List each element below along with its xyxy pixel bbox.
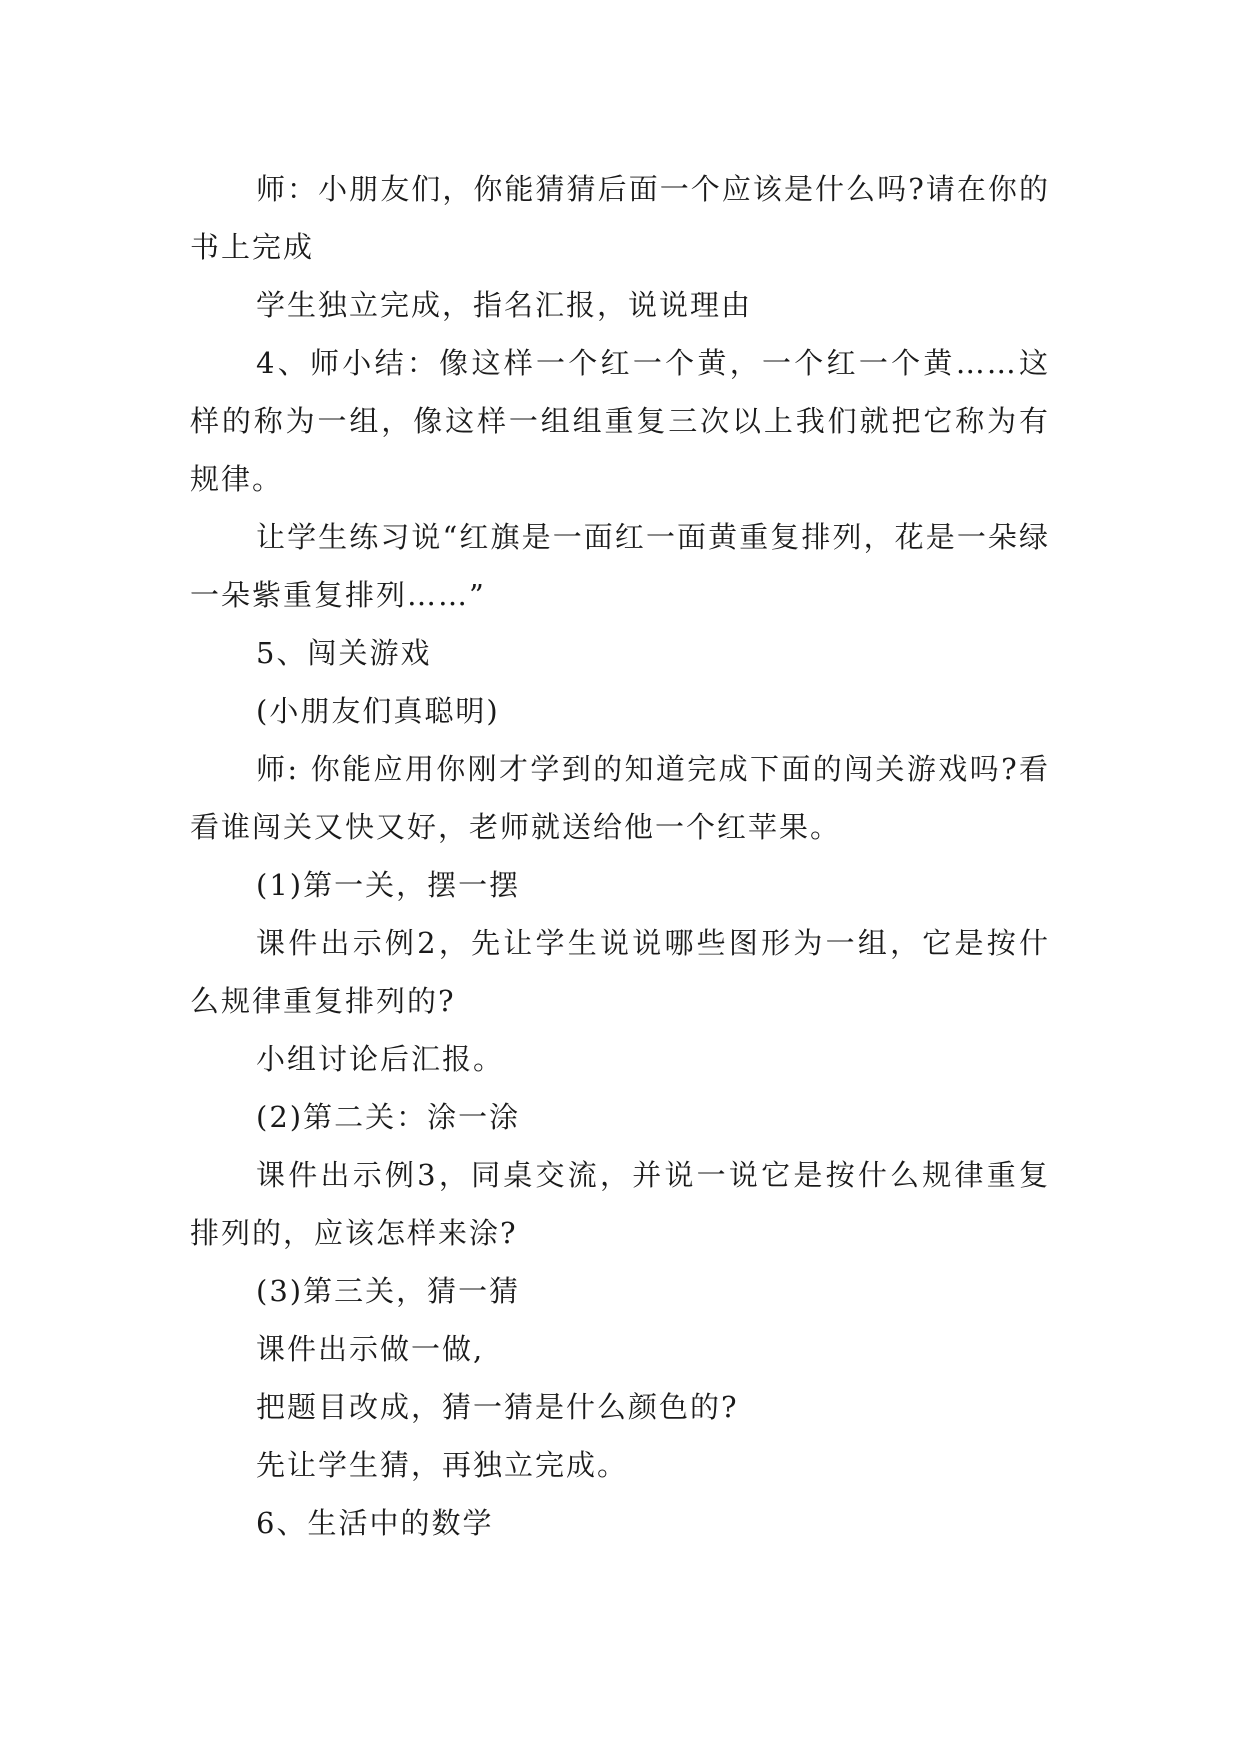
paragraph-praise: (小朋友们真聪明) (256, 694, 500, 728)
heading-math-in-life: 6、生活中的数学 (256, 1506, 494, 1540)
paragraph-students-report: 学生独立完成，指名汇报，说说理由 (256, 288, 753, 322)
paragraph-teacher-question: 师：小朋友们，你能猜猜后面一个应该是什么吗?请在你的书上完成 (190, 172, 1050, 264)
paragraph-guess-then-complete: 先让学生猜，再独立完成。 (256, 1448, 629, 1482)
heading-level-game: 5、闯关游戏 (256, 636, 432, 670)
heading-level-one: (1)第一关，摆一摆 (256, 868, 521, 902)
paragraph-example-3: 课件出示例3，同桌交流，并说一说它是按什么规律重复排列的，应该怎样来涂? (190, 1158, 1050, 1250)
document-body (190, 160, 1050, 1552)
paragraph-teacher-challenge: 师: 你能应用你刚才学到的知道完成下面的闯关游戏吗?看看谁闯关又快又好，老师就送给他一个红苹果。 (190, 752, 1050, 844)
paragraph-practice-speaking: 让学生练习说“红旗是一面红一面黄重复排列，花是一朵绿一朵紫重复排列……” (190, 520, 1050, 612)
paragraph-example-2: 课件出示例2，先让学生说说哪些图形为一组，它是按什么规律重复排列的? (190, 926, 1050, 1018)
paragraph-change-question: 把题目改成，猜一猜是什么颜色的? (256, 1390, 739, 1424)
paragraph-group-discussion: 小组讨论后汇报。 (256, 1042, 505, 1076)
paragraph-summary: 4、师小结：像这样一个红一个黄，一个红一个黄……这样的称为一组，像这样一组组重复三次以上我们就把它称为有规律。 (190, 346, 1050, 496)
paragraph-show-exercise: 课件出示做一做, (256, 1332, 485, 1366)
heading-level-two: (2)第二关：涂一涂 (256, 1100, 521, 1134)
heading-level-three: (3)第三关，猜一猜 (256, 1274, 521, 1308)
